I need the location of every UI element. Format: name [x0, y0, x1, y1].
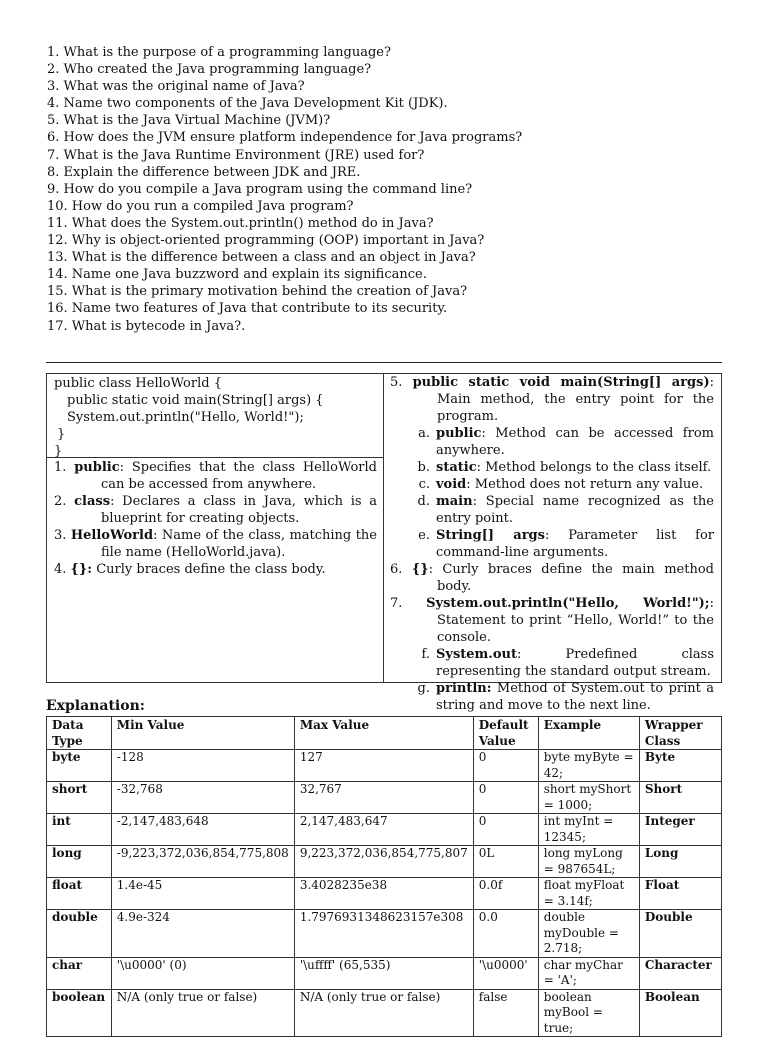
item-text: : Method does not return any value. — [466, 477, 704, 492]
table-cell: Boolean — [639, 989, 721, 1037]
item-number: 6. — [390, 562, 403, 577]
item-text: Curly braces define the class body. — [92, 562, 326, 577]
table-cell: Character — [639, 957, 721, 989]
item-number: 3. — [54, 528, 67, 543]
table-cell: 127 — [294, 750, 473, 782]
question-item: 7. What is the Java Runtime Environment (JRE) used for? — [47, 147, 425, 163]
column-header: Example — [538, 717, 639, 750]
table-cell: N/A (only true or false) — [111, 989, 294, 1037]
table-cell: 1.4e-45 — [111, 878, 294, 910]
item-text: : Declares a class in Java, which is a blueprint for creating objects. — [101, 494, 377, 526]
code-line: } — [54, 444, 63, 459]
table-cell: -128 — [111, 750, 294, 782]
table-cell: false — [473, 989, 538, 1037]
sub-letter: d. — [417, 494, 430, 509]
question-item: 10. How do you run a compiled Java program? — [47, 198, 354, 214]
sub-letter: g. — [417, 681, 430, 696]
table-cell: char myChar = 'A'; — [538, 957, 639, 989]
question-item: 15. What is the primary motivation behind the creation of Java? — [47, 284, 468, 300]
table-cell: -2,147,483,648 — [111, 814, 294, 846]
explanation-item — [390, 595, 714, 646]
code-line: } — [57, 427, 66, 442]
sub-letter: c. — [418, 477, 430, 492]
question-item: 1. What is the purpose of a programming language? — [47, 45, 391, 60]
class-explanations — [47, 458, 383, 578]
question-item: 9. How do you compile a Java program using the command line? — [47, 181, 473, 197]
item-number: 4. — [54, 562, 67, 577]
sub-letter: b. — [417, 460, 430, 475]
table-cell: N/A (only true or false) — [294, 989, 473, 1037]
table-cell: 0.0 — [473, 910, 538, 958]
table-cell: '\u0000' — [473, 957, 538, 989]
table-cell: char — [47, 957, 112, 989]
table-cell: 0 — [473, 750, 538, 782]
horizontal-divider — [46, 362, 722, 363]
question-item: 11. What does the System.out.println() method do in Java? — [47, 215, 434, 231]
question-item: 14. Name one Java buzzword and explain its significance. — [47, 267, 427, 283]
sub-letter: a. — [418, 426, 430, 441]
table-row — [47, 846, 722, 878]
item-term: void — [436, 477, 467, 492]
table-cell: float myFloat = 3.14f; — [538, 878, 639, 910]
question-item: 8. Explain the difference between JDK and JRE. — [47, 164, 361, 180]
item-text: : Statement to print “Hello, World!” to the console. — [437, 596, 714, 645]
table-cell: long — [47, 846, 112, 878]
column-header: Max Value — [294, 717, 473, 750]
item-text: : Special name recognized as the entry point. — [436, 494, 714, 526]
table-cell: 9,223,372,036,854,775,807 — [294, 846, 473, 878]
method-explanations — [384, 374, 721, 714]
column-header: Data Type — [47, 717, 112, 750]
question-item: 4. Name two components of the Java Development Kit (JDK). — [47, 96, 448, 112]
item-term: class — [74, 494, 111, 509]
table-cell: 3.4028235e38 — [294, 878, 473, 910]
sub-item — [390, 646, 714, 680]
table-cell: 0 — [473, 782, 538, 814]
table-row — [47, 814, 722, 846]
table-header-row — [47, 717, 722, 750]
table-cell: Long — [639, 846, 721, 878]
table-cell: Byte — [639, 750, 721, 782]
item-text: : Method belongs to the class itself. — [476, 460, 712, 475]
table-cell: int — [47, 814, 112, 846]
table-cell: '\uffff' (65,535) — [294, 957, 473, 989]
table-cell: 0L — [473, 846, 538, 878]
table-cell: byte myByte = 42; — [538, 750, 639, 782]
table-cell: float — [47, 878, 112, 910]
item-number: 7. — [390, 596, 403, 611]
code-line: System.out.println("Hello, World!"); — [67, 410, 304, 425]
item-term: println: — [436, 681, 492, 696]
right-column — [384, 374, 721, 713]
explanation-item — [54, 527, 377, 561]
table-cell: 0.0f — [473, 878, 538, 910]
code-line: public class HelloWorld { — [54, 376, 222, 391]
item-term: static — [436, 460, 477, 475]
question-list — [47, 44, 727, 335]
sub-letter: f. — [421, 647, 430, 662]
item-text: : Curly braces define the main method body. — [428, 562, 714, 594]
table-cell: long myLong = 987654L; — [538, 846, 639, 878]
explanation-item — [54, 459, 377, 493]
table-row — [47, 750, 722, 782]
table-cell: Integer — [639, 814, 721, 846]
left-column — [47, 374, 384, 682]
table-cell: 4.9e-324 — [111, 910, 294, 958]
item-term: System.out.println("Hello, World!"); — [426, 596, 710, 611]
sub-item — [390, 493, 714, 527]
table-row — [47, 782, 722, 814]
table-row — [47, 989, 722, 1037]
item-term: public static void main(String[] args) — [412, 375, 710, 390]
item-term: HelloWorld — [70, 528, 154, 543]
item-term: System.out — [436, 647, 517, 662]
explanation-item — [390, 374, 714, 425]
question-item: 5. What is the Java Virtual Machine (JVM)? — [47, 113, 331, 129]
code-snippet — [47, 374, 383, 458]
table-cell: boolean — [47, 989, 112, 1037]
item-term: public — [436, 426, 482, 441]
item-text: : Parameter list for command-line arguments. — [436, 528, 715, 560]
item-term: public — [74, 460, 120, 475]
table-cell: -9,223,372,036,854,775,808 — [111, 846, 294, 878]
data-type-table — [46, 716, 722, 1037]
table-cell: 32,767 — [294, 782, 473, 814]
item-term: {} — [411, 562, 429, 577]
item-term: {}: — [70, 562, 93, 577]
table-cell: int myInt = 12345; — [538, 814, 639, 846]
item-text: : Specifies that the class HelloWorld can be accessed from anywhere. — [101, 460, 377, 492]
table-row — [47, 878, 722, 910]
item-text: : Main method, the entry point for the program. — [437, 375, 714, 424]
question-item: 6. How does the JVM ensure platform independence for Java programs? — [47, 130, 523, 146]
sub-item — [390, 459, 714, 476]
sub-item — [390, 476, 714, 493]
table-cell: double — [47, 910, 112, 958]
table-cell: Short — [639, 782, 721, 814]
table-cell: byte — [47, 750, 112, 782]
table-row — [47, 957, 722, 989]
column-header: Default Value — [473, 717, 538, 750]
item-number: 2. — [54, 494, 67, 509]
sub-item — [390, 527, 714, 561]
table-cell: 2,147,483,647 — [294, 814, 473, 846]
column-header: Wrapper Class — [639, 717, 721, 750]
item-term: String[] args — [436, 528, 545, 543]
sub-item — [390, 425, 714, 459]
table-cell: Float — [639, 878, 721, 910]
sub-item — [390, 680, 714, 714]
explanation-item — [54, 493, 377, 527]
code-line: public static void main(String[] args) { — [67, 393, 324, 408]
table-cell: short myShort = 1000; — [538, 782, 639, 814]
explanation-item — [54, 561, 377, 578]
item-term: main — [436, 494, 473, 509]
question-item: 16. Name two features of Java that contribute to its security. — [47, 301, 448, 317]
item-number: 1. — [54, 460, 67, 475]
item-number: 5. — [390, 375, 403, 390]
table-row — [47, 910, 722, 958]
table-cell: short — [47, 782, 112, 814]
table-title: Explanation: — [46, 698, 145, 714]
table-cell: 0 — [473, 814, 538, 846]
question-item: 12. Why is object-oriented programming (OOP) important in Java? — [47, 233, 485, 249]
table-cell: 1.7976931348623157e308 — [294, 910, 473, 958]
item-text: : Predefined class representing the standard output stream. — [436, 647, 714, 679]
item-text: : Method can be accessed from anywhere. — [436, 426, 714, 458]
item-text: : Name of the class, matching the file name (HelloWorld.java). — [101, 528, 377, 560]
table-cell: -32,768 — [111, 782, 294, 814]
column-header: Min Value — [111, 717, 294, 750]
table-cell: '\u0000' (0) — [111, 957, 294, 989]
question-item: 2. Who created the Java programming language? — [47, 62, 372, 78]
question-item: 13. What is the difference between a class and an object in Java? — [47, 250, 476, 266]
sub-letter: e. — [418, 528, 430, 543]
explanation-item — [390, 561, 714, 595]
table-cell: Double — [639, 910, 721, 958]
table-cell: boolean myBool = true; — [538, 989, 639, 1037]
question-item: 17. What is bytecode in Java?. — [47, 318, 246, 334]
item-text: Method of System.out to print a string and move to the next line. — [436, 681, 714, 713]
question-item: 3. What was the original name of Java? — [47, 79, 305, 95]
table-cell: double myDouble = 2.718; — [538, 910, 639, 958]
